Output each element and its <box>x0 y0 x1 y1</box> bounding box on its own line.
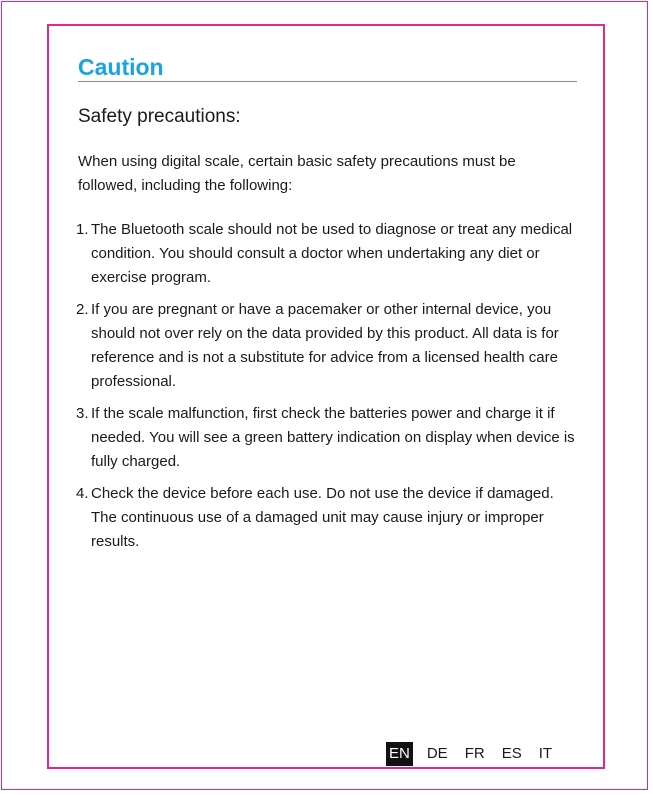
list-item-text: The Bluetooth scale should not be used to diagnose or treat any medical condition. You should consult a doctor when undertaking any diet or exercise program. <box>91 221 573 286</box>
lang-tab-es[interactable]: ES <box>501 745 522 762</box>
precautions-list <box>78 218 578 562</box>
page-title: Caution <box>78 54 164 80</box>
list-item-text: If the scale malfunction, first check the batteries power and charge it if needed. You will see a green battery indication on display when device is fully charged. <box>91 405 575 470</box>
lang-tab-en[interactable]: EN <box>386 742 413 766</box>
list-item-number: 1. <box>76 221 89 238</box>
list-item <box>78 218 578 290</box>
list-item-text: If you are pregnant or have a pacemaker or other internal device, you should not over rely on the data provided by this product. All data is for reference and is not a substitute for advice from a licensed health care professional. <box>91 301 559 390</box>
list-item-number: 2. <box>76 301 89 318</box>
list-item <box>78 298 578 394</box>
lang-tab-it[interactable]: IT <box>538 745 553 762</box>
list-item <box>78 482 578 554</box>
intro-paragraph: When using digital scale, certain basic safety precautions must be followed, including the following: <box>78 153 516 194</box>
language-selector <box>386 742 566 766</box>
list-item-text: Check the device before each use. Do not use the device if damaged. The continuous use of a damaged unit may cause injury or improper results. <box>91 485 554 550</box>
title-divider <box>78 81 577 82</box>
list-item <box>78 402 578 474</box>
lang-tab-de[interactable]: DE <box>426 745 448 762</box>
section-subtitle: Safety precautions: <box>78 106 241 127</box>
list-item-number: 3. <box>76 405 89 422</box>
lang-tab-fr[interactable]: FR <box>464 745 485 762</box>
list-item-number: 4. <box>76 485 89 502</box>
